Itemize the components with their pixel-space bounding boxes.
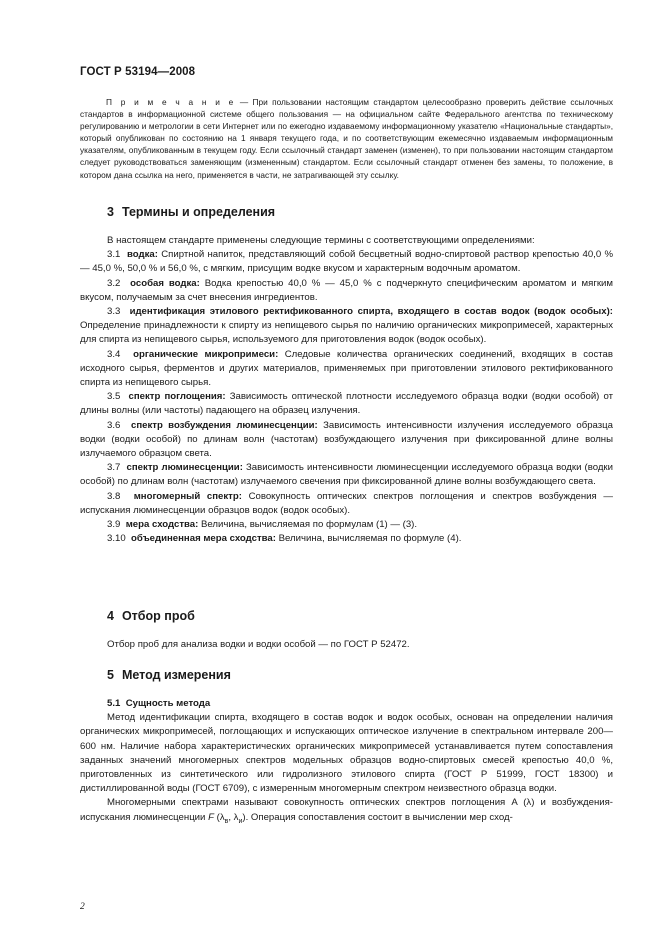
note-label: П р и м е ч а н и е [106,97,236,107]
term-number: 3.1 [107,249,121,261]
section-4-body [80,638,613,652]
term-number: 3.3 [107,306,121,318]
subsection-number: 5.1 [107,698,121,709]
term-name: идентификация этилового ректификованного спирта, входящего в состав водок (водок особых): [129,306,613,318]
term-name: органические микропримеси: [133,348,279,360]
term-definition: Спиртной напиток, представляющий собой бесцветный водно-спиртовой раствор крепостью 40,0 % — 45,0 %, 50,0 % и 56,0 %, с мягким, присущим водке вкусом и характерным водочным ароматом. [80,249,613,275]
term-3-2 [80,277,613,305]
text-run: F [208,811,214,823]
section-3-heading [107,205,275,219]
section-5-heading [107,668,231,682]
text-run: и [238,817,243,825]
term-definition: Зависимость оптической плотности исследуемого образца водки (водки особой) от длины волны (или частоты) падающего на образец излучения. [80,391,613,417]
subsection-title: Сущность метода [125,698,211,709]
standard-header: ГОСТ Р 53194—2008 [80,66,196,78]
term-name: спектр поглощения: [128,391,226,403]
term-3-3 [80,305,613,348]
section-4-heading [107,609,195,623]
text-run: в [224,817,229,825]
term-name: мера сходства: [125,519,199,531]
term-definition: Водка крепостью 40,0 % — 45,0 % с подчеркнуто специфическим ароматом и мягким вкусом, получаемым за счет внесения ингредиентов. [80,277,613,303]
section-number: 3 [107,205,114,219]
term-name: особая водка: [130,277,200,289]
term-3-9 [80,518,613,532]
term-definition: Зависимость интенсивности излучения исследуемого образца водки (водки особой) по длинам волн (частотам) возбуждающего излучения при фиксированной длине волны излучаемого образцом света. [80,419,613,460]
term-name: водка: [126,249,158,261]
term-definition: Определение принадлежности к спирту из непищевого сырья по наличию органических микропримесей, характерных для спирта из непищевого сырья, используемого для приготовления водок (водок особых). [80,320,613,346]
term-number: 3.9 [107,519,121,531]
term-definition: Величина, вычисляемая по формулам (1) — (3). [198,519,418,531]
text-run: ). Операция сопоставления состоит в вычислении мер сход- [242,811,513,823]
section-number: 5 [107,668,114,682]
section-5-paragraph-1: Метод идентификации спирта, входящего в состав водок и водок особых, основан на определении наличия органических микропримесей, поглощающих и испускающих оптическое излучение в спектральном интервале 200—600 нм. Наличие набора характеристических органических микропримесей устанавливается путем сопоставления заданных значений многомерных спектров модельных образцов водно-спиртовых смесей крепостью 40,0 %, приготовленных из синтетического или гидролизного этилового спирта (ГОСТ Р 51999, ГОСТ 18300) и дистиллированной воды (ГОСТ 6709), с измеренным многомерным спектром неизвестного образца водки. [80,712,613,795]
section-title: Термины и определения [121,205,276,219]
section-3-intro: В настоящем стандарте применены следующие термины с соответствующими определениями: [107,235,535,246]
section-3-body [80,234,613,546]
text-run: Многомерными спектрами называют совокупность оптических спектров поглощения A (λ) и возбуждения-испускания люминесценции [80,797,613,823]
term-3-10 [80,532,613,546]
term-number: 3.2 [107,277,121,289]
section-title: Метод измерения [121,668,231,682]
term-name: спектр люминесценции: [126,462,243,474]
section-4-text: Отбор проб для анализа водки и водки особой — по ГОСТ Р 52472. [107,639,410,650]
note-text: — При пользовании настоящим стандартом целесообразно проверить действие ссылочных стандартов в информационной системе общего пользования — на официальном сайте Федерального агентства по техническому регулированию и метрологии в сети Интернет или по ежегодно издаваемому информационному указателю «Национальные стандарты», который опубликован по состоянию на 1 января текущего года, и по соответствующим ежемесячно издаваемым информационным указателям, опубликованным в текущем году. Если ссылочный стандарт заменен (изменен), то при пользовании настоящим стандартом следует руководствоваться заменяющим (измененным) стандартом. Если ссылочный стандарт отменен без замены, то положение, в котором дана ссылка на него, применяется в части, не затрагивающей эту ссылку. [80,97,613,180]
section-title: Отбор проб [121,609,195,623]
text-run: , λ [228,811,239,823]
term-definition: Величина, вычисляемая по формуле (4). [275,533,462,545]
term-number: 3.10 [107,533,126,545]
term-3-7 [80,461,613,489]
term-3-6 [80,419,613,462]
term-3-4 [80,348,613,391]
term-3-8 [80,490,613,518]
term-number: 3.4 [107,348,121,360]
term-number: 3.5 [107,391,121,403]
term-number: 3.8 [107,490,121,502]
section-5-body [80,697,613,829]
term-name: многомерный спектр: [133,490,242,502]
term-number: 3.6 [107,419,121,431]
note-paragraph [80,96,613,181]
text-run: (λ [213,811,225,823]
term-name: объединенная мера сходства: [131,533,276,545]
term-name: спектр возбуждения люминесценции: [131,419,318,431]
page-number: 2 [80,902,85,912]
section-number: 4 [107,609,114,623]
term-definition: Совокупность оптических спектров поглощения и спектров возбуждения — испускания люминесценции образцов водок (водок особых). [80,490,613,516]
term-definition: Зависимость интенсивности люминесценции исследуемого образца водки (водки особой) по длинам волн (частотам) излучаемого свечения при фиксированной длине волны возбуждающего света. [80,462,613,488]
subsection-5-1-heading [80,697,613,711]
term-number: 3.7 [107,462,121,474]
term-3-5 [80,390,613,418]
term-3-1 [80,248,613,276]
section-5-paragraph-2 [80,796,613,828]
term-definition: Следовые количества органических соединений, входящих в состав исходного сырья, ферментов и других материалов, применяемых при приготовлении этилового ректификованного спирта из непищевого сырья. [80,348,613,389]
